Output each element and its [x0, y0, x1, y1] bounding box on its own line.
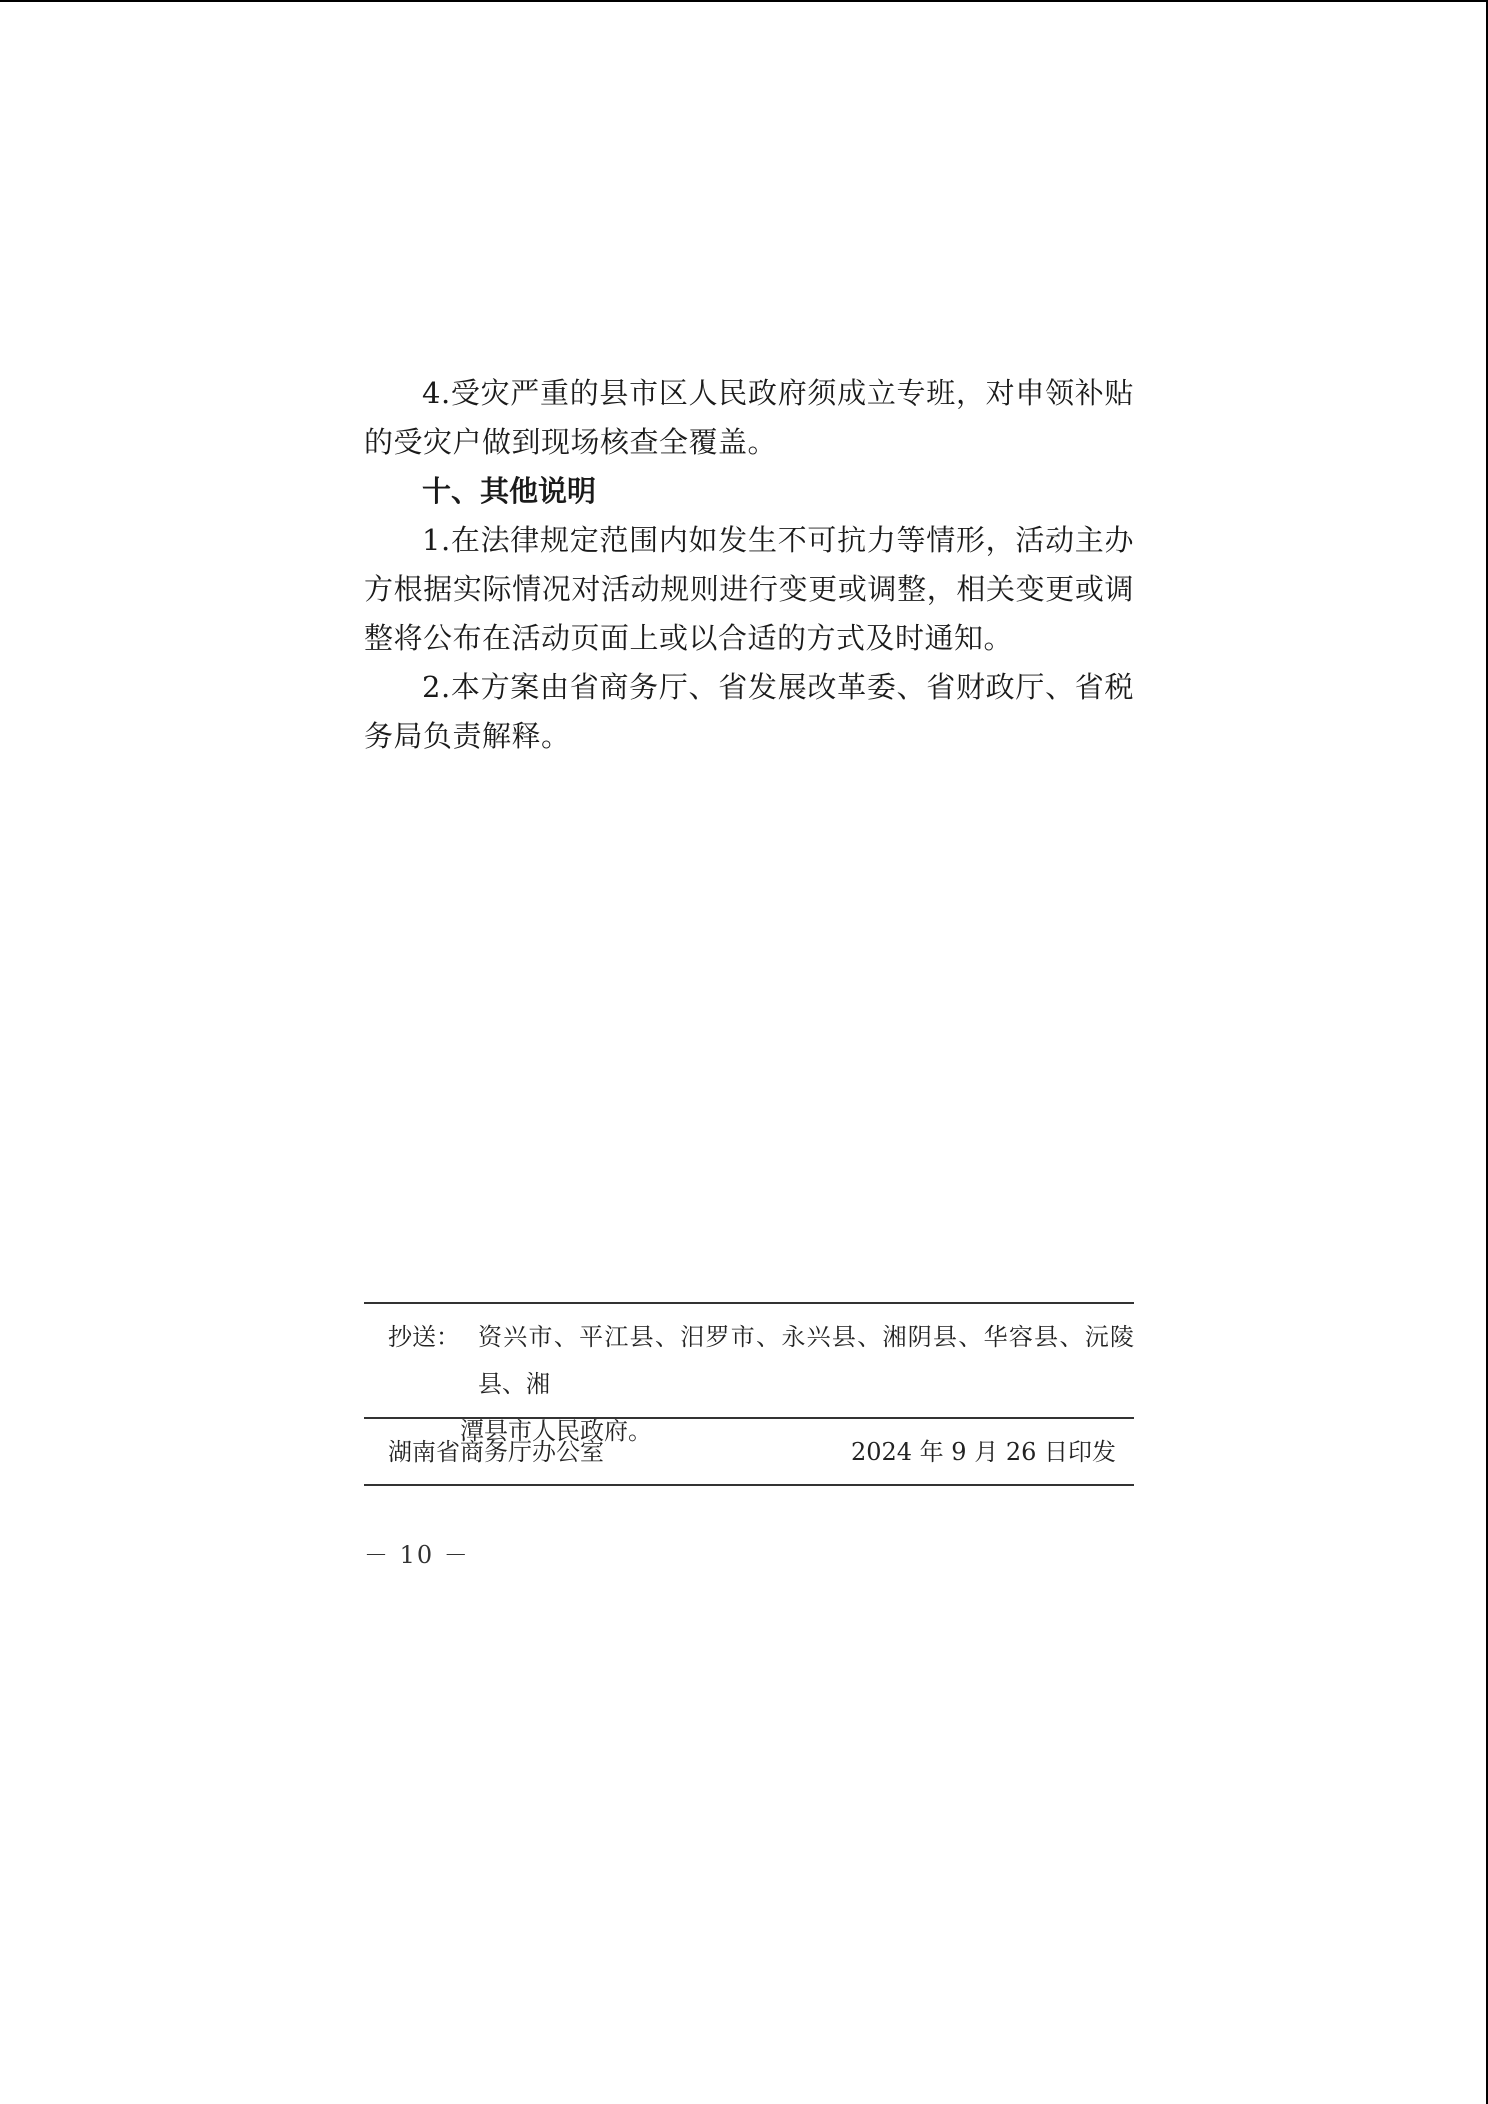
- issuer-name: 湖南省商务厅办公室: [388, 1438, 604, 1466]
- footer-divider-bottom: [364, 1484, 1134, 1486]
- paragraph-item-4: 4.受灾严重的县市区人民政府须成立专班，对申领补贴的受灾户做到现场核查全覆盖。: [364, 376, 1134, 459]
- paragraph-other-1: 1.在法律规定范围内如发生不可抗力等情形，活动主办方根据实际情况对活动规则进行变更或调整，相关变更或调整将公布在活动页面上或以合适的方式及时通知。: [364, 523, 1134, 655]
- body-text: [364, 369, 1134, 761]
- issue-date: 2024 年 9 月 26 日印发: [850, 1438, 1116, 1466]
- cc-line-1: [364, 1314, 1134, 1408]
- issuer-row: [364, 1428, 1134, 1476]
- cc-recipients: 资兴市、平江县、汨罗市、永兴县、湘阴县、华容县、沅陵县、湘: [478, 1323, 1134, 1398]
- footer-divider-top: [364, 1302, 1134, 1304]
- cc-label: 抄送：: [388, 1323, 460, 1351]
- paragraph-other-2: 2.本方案由省商务厅、省发展改革委、省财政厅、省税务局负责解释。: [364, 670, 1134, 753]
- section-heading-other-notes: 十、其他说明: [422, 474, 597, 508]
- footer-divider-middle: [364, 1417, 1134, 1419]
- cc-recipients-continued: 潭县市人民政府。: [460, 1417, 652, 1445]
- page-number: － 10 －: [364, 1541, 470, 1569]
